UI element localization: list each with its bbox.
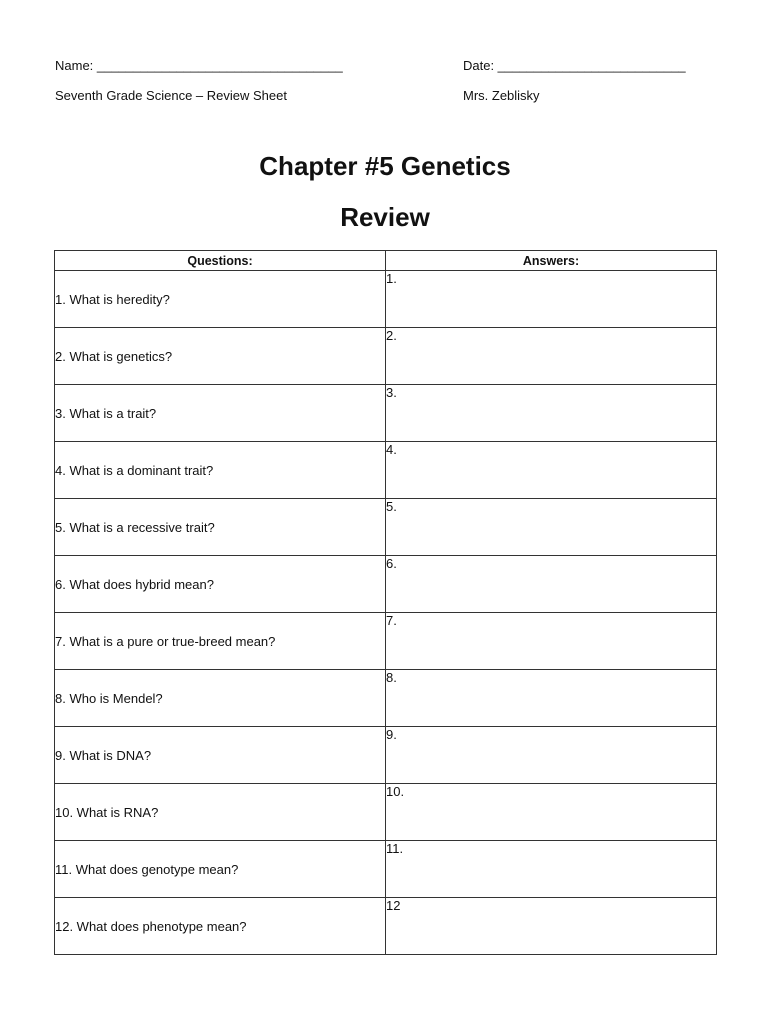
answer-cell[interactable]: 9. <box>386 727 717 784</box>
question-cell: 7. What is a pure or true-breed mean? <box>55 613 386 670</box>
table-row <box>55 670 717 727</box>
question-cell: 12. What does phenotype mean? <box>55 898 386 955</box>
answer-cell[interactable]: 6. <box>386 556 717 613</box>
table-row <box>55 385 717 442</box>
table-row <box>55 784 717 841</box>
answer-cell[interactable]: 12 <box>386 898 717 955</box>
table-row <box>55 613 717 670</box>
answer-cell[interactable]: 7. <box>386 613 717 670</box>
question-cell: 11. What does genotype mean? <box>55 841 386 898</box>
answer-cell[interactable]: 4. <box>386 442 717 499</box>
table-row <box>55 328 717 385</box>
question-cell: 10. What is RNA? <box>55 784 386 841</box>
table-row <box>55 442 717 499</box>
question-cell: 1. What is heredity? <box>55 271 386 328</box>
table-row <box>55 898 717 955</box>
answer-cell[interactable]: 3. <box>386 385 717 442</box>
answer-cell[interactable]: 10. <box>386 784 717 841</box>
teacher-name: Mrs. Zeblisky <box>463 88 540 103</box>
table-row <box>55 841 717 898</box>
date-field-label: Date: __________________________ <box>463 58 686 73</box>
course-title: Seventh Grade Science – Review Sheet <box>55 88 287 103</box>
name-field-label: Name: __________________________________ <box>55 58 343 73</box>
questions-column-header: Questions: <box>55 251 386 271</box>
question-cell: 5. What is a recessive trait? <box>55 499 386 556</box>
table-row <box>55 727 717 784</box>
answer-cell[interactable]: 5. <box>386 499 717 556</box>
answers-column-header: Answers: <box>386 251 717 271</box>
table-header-row <box>55 251 717 271</box>
answer-cell[interactable]: 8. <box>386 670 717 727</box>
table-row <box>55 271 717 328</box>
table-row <box>55 556 717 613</box>
review-table <box>54 250 717 955</box>
answer-cell[interactable]: 2. <box>386 328 717 385</box>
question-cell: 4. What is a dominant trait? <box>55 442 386 499</box>
question-cell: 2. What is genetics? <box>55 328 386 385</box>
table-row <box>55 499 717 556</box>
question-cell: 8. Who is Mendel? <box>55 670 386 727</box>
question-cell: 9. What is DNA? <box>55 727 386 784</box>
question-cell: 3. What is a trait? <box>55 385 386 442</box>
page-subtitle: Review <box>340 202 430 232</box>
page-title: Chapter #5 Genetics <box>259 151 511 181</box>
question-cell: 6. What does hybrid mean? <box>55 556 386 613</box>
answer-cell[interactable]: 1. <box>386 271 717 328</box>
answer-cell[interactable]: 11. <box>386 841 717 898</box>
